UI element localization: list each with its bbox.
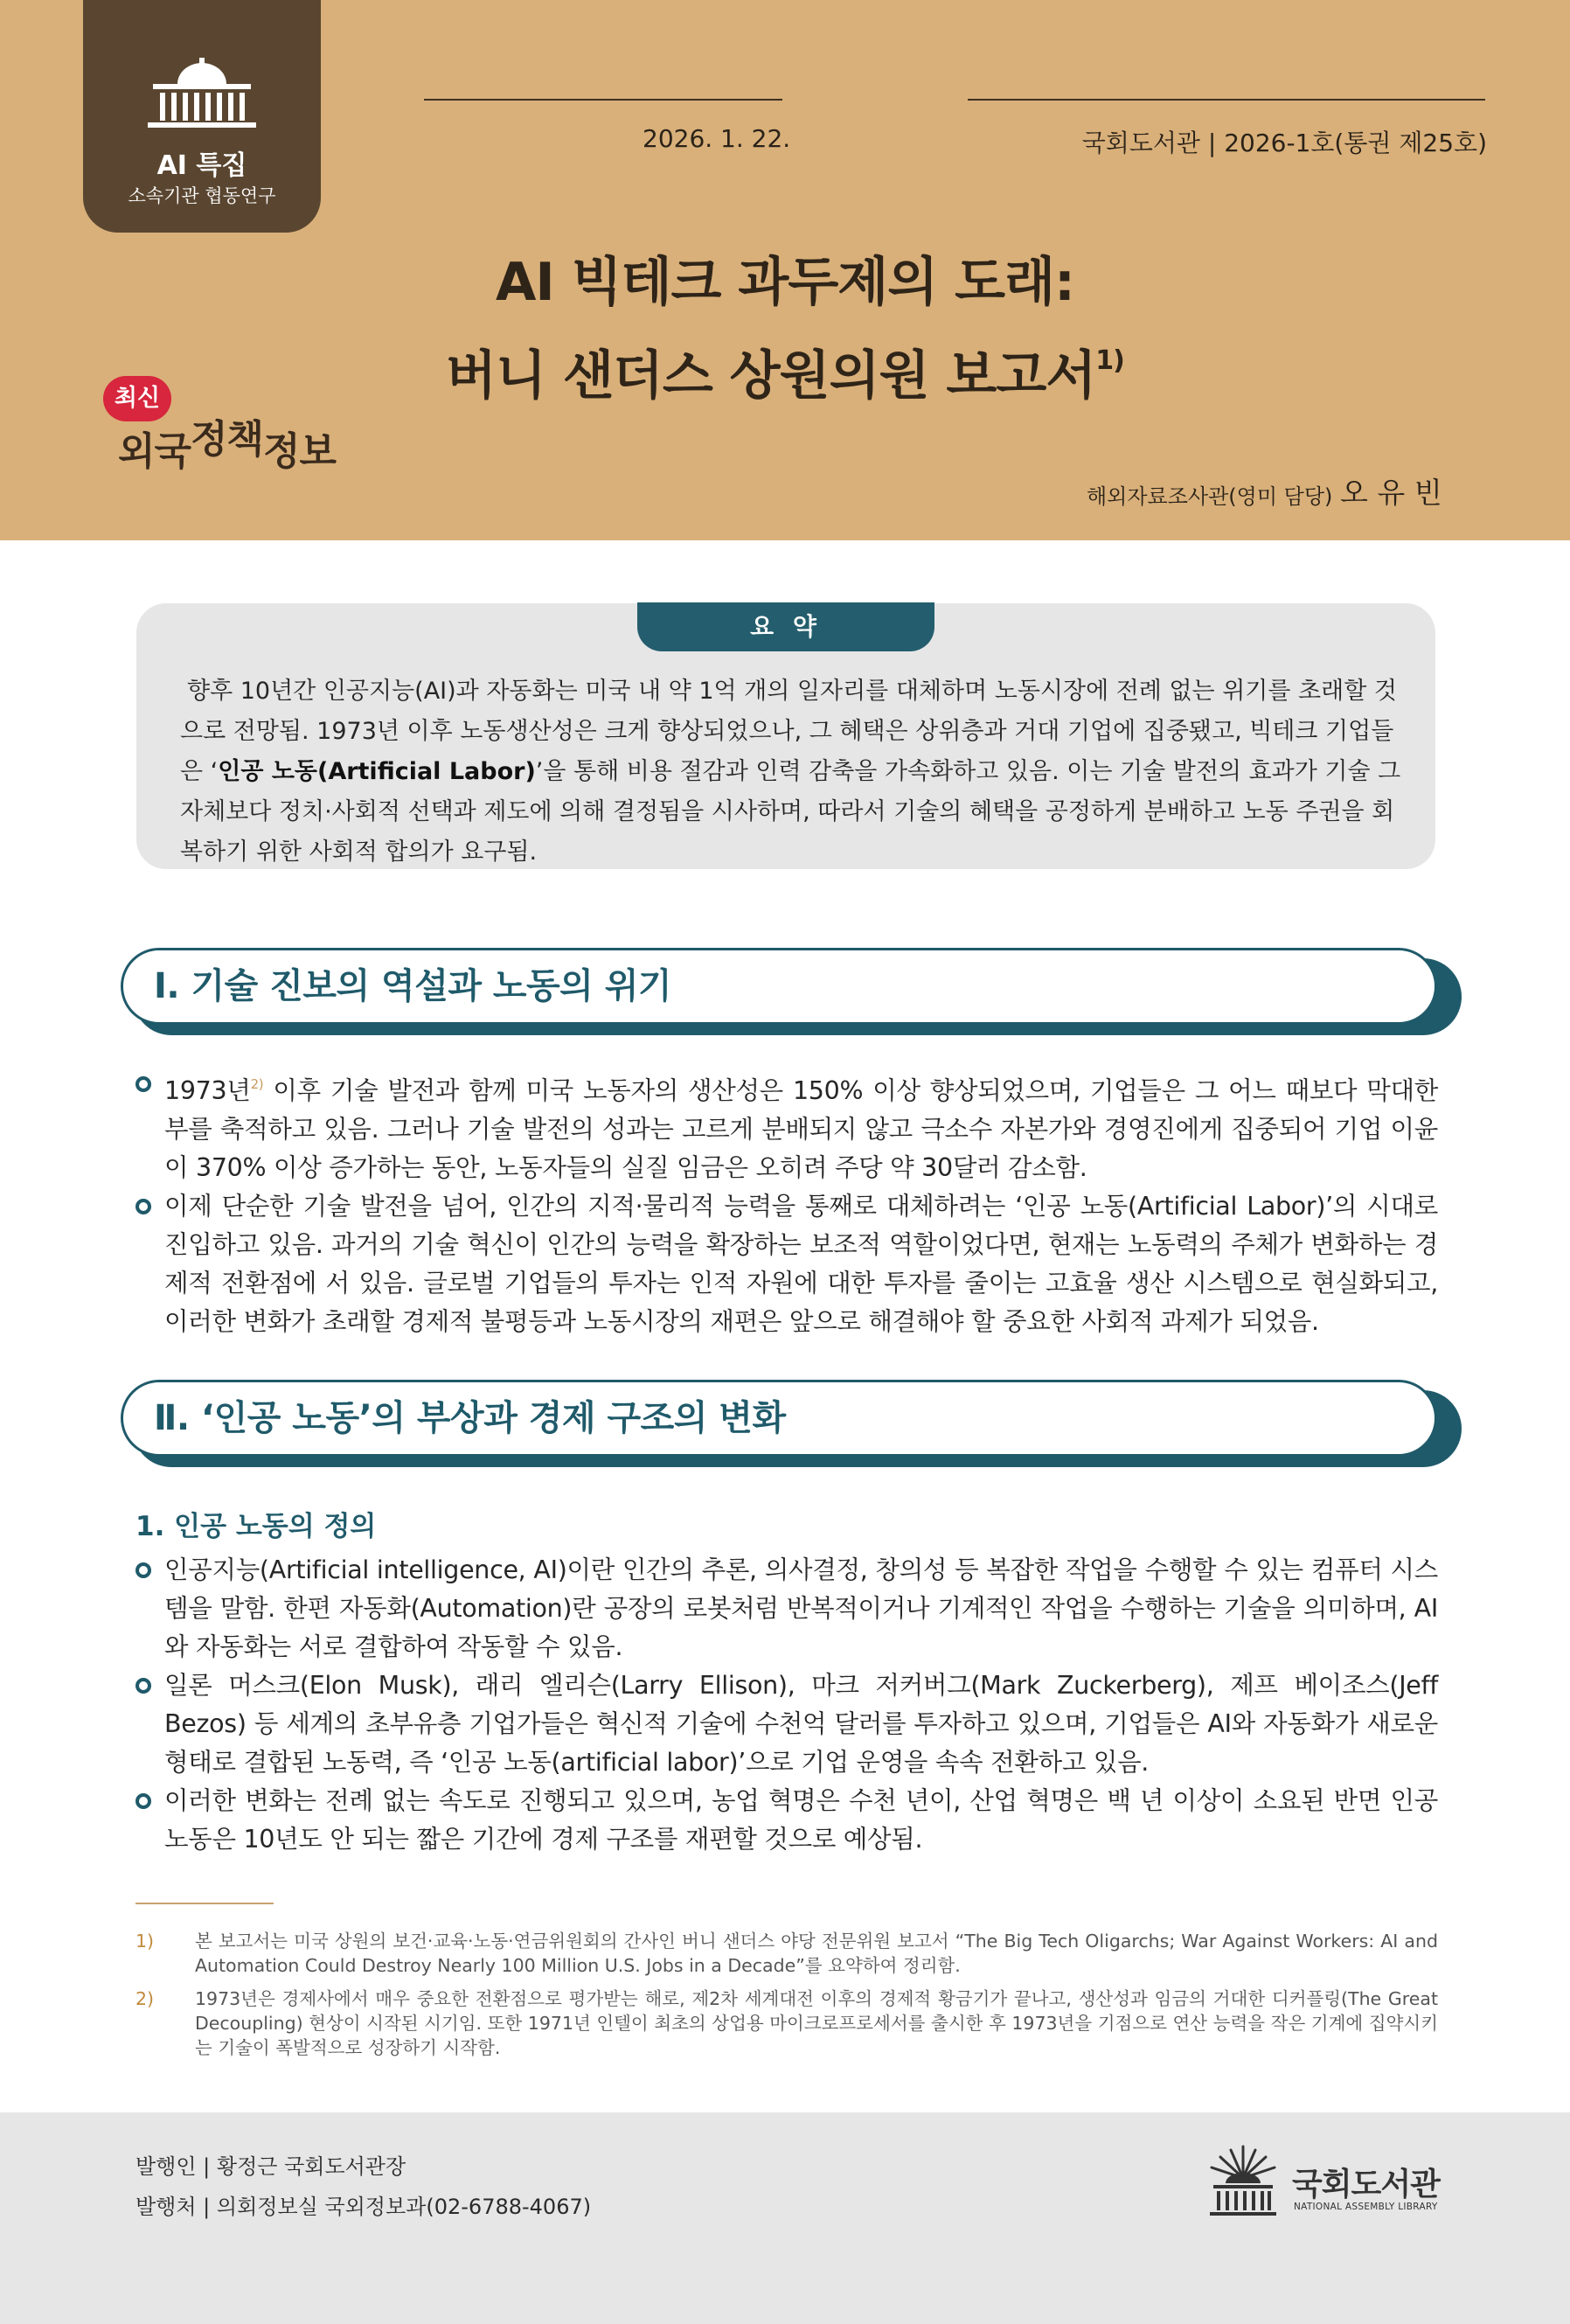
footnote-text: 본 보고서는 미국 상원의 보건·교육·노동·연금위원회의 간사인 버니 샌더스 야당 전문위원 보고서 “The Big Tech Oligarchs; War Against Workers: AI and Automation Could Destroy Nearly 100 Million U.S. Jobs in a Decade”를 요약하여 정리함. xyxy=(195,1931,1438,1976)
header-rule-left xyxy=(424,99,782,101)
section-1-bullets xyxy=(135,1065,1438,1341)
footnote-text: 1973년은 경제사에서 매우 중요한 전환점으로 평가받는 해로, 제2차 세계대전 이후의 경제적 황금기가 끝나고, 생산성과 임금의 거대한 디커플링(The Great Decoupling) 현상이 시작된 시기임. 또한 1971년 인텔이 최초의 상업용 마이크로프로세서를 출시한 후 1973년을 기점으로 연산 능력을 작은 기계에 집약시키는 기술이 폭발적으로 성장하기 시작함. xyxy=(195,1988,1438,2058)
summary-part-2: ’을 통해 비용 절감과 인력 감축을 가속화하고 있음. 이는 기술 발전의 효과가 기술 그 자체보다 정치·사회적 선택과 제도에 의해 결정됨을 시사하며, 따라서 기술의 혜택을 공정하게 분배하고 노동 주권을 회복하기 위한 사회적 합의가 요구됨. xyxy=(180,758,1401,866)
list-item: 1973년$^{2)}$ 이후 기술 발전과 함께 미국 노동자의 생산성은 150% 이상 향상되었으며, 기업들은 그 어느 때보다 막대한 부를 축적하고 있음. 그러나 기술 발전의 성과는 고르게 분배되지 않고 극소수 자본가와 경영진에게 집중되어 기업 이윤이 370% 이상 증가하는 동안, 노동자들의 실질 임금은 오히려 주당 약 30달러 감소함. xyxy=(135,1065,1438,1187)
title-line-1: AI 빅테크 과두제의 도래: xyxy=(495,252,1075,313)
title-footnote-mark: 1) xyxy=(1095,345,1124,376)
special-badge xyxy=(83,0,321,233)
footnote-number: 2) xyxy=(135,1988,155,2009)
library-logo-icon xyxy=(1205,2143,1282,2222)
publisher-line: 발행인 | 황정근 국회도서관장 xyxy=(135,2154,406,2179)
summary-text xyxy=(180,671,1404,873)
section-1-title: Ⅰ. 기술 진보의 역설과 노동의 위기 xyxy=(154,966,672,1006)
footnote-2 xyxy=(135,1987,1438,2060)
series-latest-tag: 최신 xyxy=(103,376,171,421)
series-logo xyxy=(118,417,337,476)
list-item: 이러한 변화는 전례 없는 속도로 진행되고 있으며, 농업 혁명은 수천 년이, 산업 혁명은 백 년 이상이 소요된 반면 인공 노동은 10년도 안 되는 짧은 기간에 경제 구조를 재편할 것으로 예상됨. xyxy=(135,1782,1438,1859)
issue-number: 국회도서관 | 2026-1호(통권 제25호) xyxy=(1081,129,1487,157)
list-item: 이제 단순한 기술 발전을 넘어, 인간의 지적·물리적 능력을 통째로 대체하려는 ‘인공 노동(Artificial Labor)’의 시대로 진입하고 있음. 과거의 기술 혁신이 인간의 능력을 확장하는 보조적 역할이었다면, 현재는 노동력의 주체가 변화하는 경제적 전환점에 서 있음. 글로벌 기업들의 투자는 인적 자원에 대한 투자를 줄이는 고효율 생산 시스템으로 현실화되고, 이러한 변화가 초래할 경제적 불평등과 노동시장의 재편은 앞으로 해결해야 할 중요한 사회적 과제가 되었음. xyxy=(135,1187,1438,1341)
author-name: 오 유 빈 xyxy=(1340,476,1442,510)
badge-title: AI 특집 xyxy=(156,150,247,181)
section-2-bullets xyxy=(135,1551,1438,1859)
footnote-number: 1) xyxy=(135,1931,155,1952)
issue-date: 2026. 1. 22. xyxy=(643,124,791,153)
list-item: 인공지능(Artificial intelligence, AI)이란 인간의 추론, 의사결정, 창의성 등 복잡한 작업을 수행할 수 있는 컴퓨터 시스템을 말함. 한편 자동화(Automation)란 공장의 로봇처럼 반복적이거나 기계적인 작업을 수행하는 기술을 의미하며, AI와 자동화는 서로 결합하여 작동할 수 있음. xyxy=(135,1551,1438,1666)
library-name-english: NATIONAL ASSEMBLY LIBRARY xyxy=(1294,2202,1438,2212)
author-role: 해외자료조사관(영미 담당) xyxy=(1087,484,1333,509)
footnote-1 xyxy=(135,1929,1438,1978)
summary-bold-term: 인공 노동(Artificial Labor) xyxy=(218,758,536,785)
summary-label: 요 약 xyxy=(637,602,934,651)
summary-part-1: 향후 10년간 인공지능(AI)과 자동화는 미국 내 약 1억 개의 일자리를 대체하며 노동시장에 전례 없는 위기를 초래할 것으로 전망됨. 1973년 이후 노동생산성은 크게 향상되었으나, 그 혜택은 상위층과 거대 기업에 집중됐고, 빅테크 기업들은 ‘ xyxy=(180,678,1397,785)
library-name: 국회도서관 xyxy=(1292,2167,1440,2202)
summary-box xyxy=(136,603,1435,869)
footnote-divider xyxy=(135,1903,274,1904)
title-line-2-text: 버니 샌더스 상원의원 보고서 xyxy=(446,345,1096,407)
series-word-2: 정책 xyxy=(191,417,264,462)
series-word-3: 정보 xyxy=(263,429,337,474)
header-rule-right xyxy=(968,99,1485,101)
section-1-heading xyxy=(121,948,1449,1035)
section-2-heading xyxy=(121,1380,1449,1467)
series-word-1: 외국 xyxy=(118,429,191,474)
section-2-title: Ⅱ. ‘인공 노동’의 부상과 경제 구조의 변화 xyxy=(154,1398,786,1438)
assembly-building-icon xyxy=(141,58,263,131)
footer-band xyxy=(0,2112,1570,2324)
footnote-ref: 2) xyxy=(250,1076,264,1092)
issuer-line: 발행처 | 의회정보실 국외정보과(02-6788-4067) xyxy=(135,2195,592,2219)
subsection-title: 1. 인공 노동의 정의 xyxy=(135,1511,377,1542)
badge-subtitle: 소속기관 협동연구 xyxy=(128,185,276,206)
header-band xyxy=(0,0,1570,540)
page-title xyxy=(0,243,1570,415)
list-item: 일론 머스크(Elon Musk), 래리 엘리슨(Larry Ellison), 마크 저커버그(Mark Zuckerberg), 제프 베이조스(Jeff Bezos) 등 세계의 초부유층 기업가들은 혁신적 기술에 수천억 달러를 투자하고 있으며, 기업들은 AI와 자동화가 새로운 형태로 결합된 노동력, 즉 ‘인공 노동(artificial labor)’으로 기업 운영을 속속 전환하고 있음. xyxy=(135,1666,1438,1782)
title-line-2 xyxy=(0,322,1570,415)
